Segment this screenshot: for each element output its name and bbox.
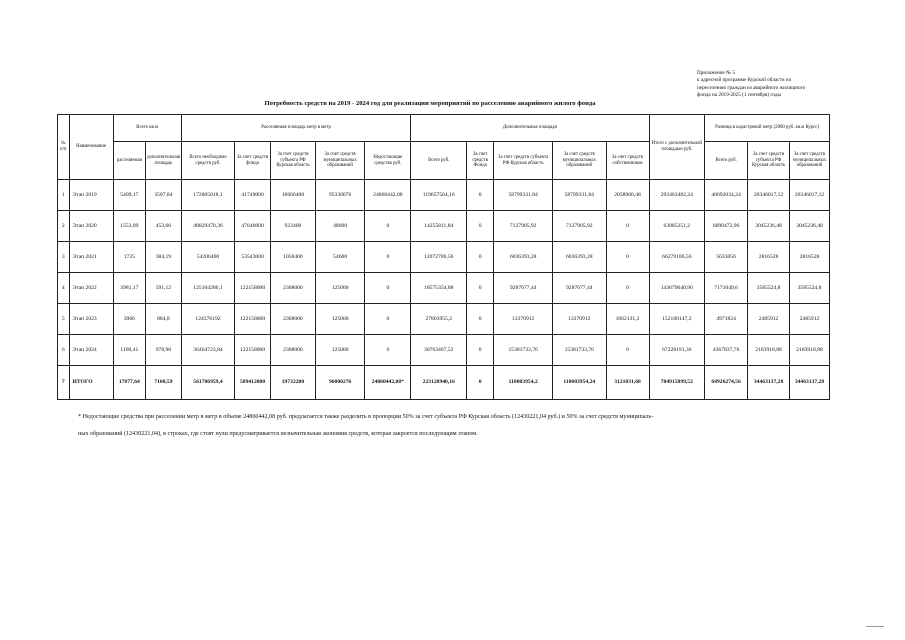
table-row <box>58 335 830 366</box>
table-cell: 6 <box>58 335 70 366</box>
table-cell: 48600 <box>315 211 364 242</box>
table-cell: 0 <box>365 211 411 242</box>
table-cell: 48829470,36 <box>181 211 234 242</box>
table-cell: 110003954,24 <box>553 366 606 400</box>
table-cell: 13370912 <box>494 304 553 335</box>
table-cell: 13370912 <box>553 304 606 335</box>
table-cell: 0 <box>606 335 649 366</box>
table-cell: 96000276 <box>315 366 364 400</box>
table-cell: 34463137,28 <box>790 366 830 400</box>
table-cell: 453,66 <box>146 211 182 242</box>
table-total-row <box>58 366 830 400</box>
table-cell: 125000 <box>315 335 364 366</box>
funding-table <box>57 114 830 400</box>
table-cell: 3045236,48 <box>790 211 830 242</box>
table-cell: Этап 2022 <box>69 273 113 304</box>
col-header: За счет средств субъекта РФ Курская область <box>748 142 790 180</box>
table-cell: 2485912 <box>790 304 830 335</box>
table-cell: 5633056 <box>705 242 748 273</box>
col-header: За счет средств субъекта РФ Курская область <box>494 142 553 180</box>
table-cell: 3045236,48 <box>748 211 790 242</box>
table-cell: 0 <box>365 335 411 366</box>
footnote-line: * Недостающие средства при расселении метр в метр в объеме 24860442,08 руб. предлагается также разделить в пропорции 50% за счет субъекта РФ Курская область (12430221,04 руб.) и 50% за счет средств муниципаль- <box>78 414 654 420</box>
table-cell: Этап 2023 <box>69 304 113 335</box>
table-cell: 1062131,2 <box>606 304 649 335</box>
table-cell: 0 <box>467 366 494 400</box>
col-header: расселяемая <box>113 142 146 180</box>
page-mark <box>866 626 884 627</box>
table-cell: 3585524,8 <box>748 273 790 304</box>
table-cell: 0 <box>365 242 411 273</box>
table-cell: 34463137,28 <box>748 366 790 400</box>
table-cell: 0 <box>606 273 649 304</box>
table-cell: Этап 2024 <box>69 335 113 366</box>
table-cell: 152180147,2 <box>649 304 705 335</box>
table-cell: 7171049,6 <box>705 273 748 304</box>
table-cell: 54206400 <box>181 242 234 273</box>
table-cell: 58799331,84 <box>494 180 553 211</box>
table-cell: 10666400 <box>270 180 315 211</box>
table-cell: 66279186,56 <box>649 242 705 273</box>
table-cell: 40692034,24 <box>705 180 748 211</box>
table-cell: 14255811,84 <box>411 211 467 242</box>
table-cell: 36464723,84 <box>181 335 234 366</box>
annex-line: Приложение № 5 <box>697 70 735 76</box>
table-cell: 3966 <box>113 304 146 335</box>
table-cell: 2368000 <box>270 273 315 304</box>
table-cell: 7100,59 <box>146 366 182 400</box>
table-cell: 0 <box>467 304 494 335</box>
table-cell: 15381733,76 <box>494 335 553 366</box>
col-header: За счет средств муниципальных образований <box>315 142 364 180</box>
table-cell: 3121031,68 <box>606 366 649 400</box>
table-cell: 27803955,2 <box>411 304 467 335</box>
table-row <box>58 242 830 273</box>
col-resettle-group-header: Расселяемая площадь метр в метр <box>181 115 411 142</box>
table-cell: 119657564,16 <box>411 180 467 211</box>
table-cell: 95330076 <box>315 180 364 211</box>
col-header: Всего необходимо средств руб. <box>181 142 234 180</box>
annex-line: фонда на 2019-2025 (1 сентября) годы <box>697 92 781 99</box>
table-cell: 7127905,92 <box>494 211 553 242</box>
table-cell: 3 <box>58 242 70 273</box>
col-total-sqm-header: Всего кв.м <box>113 115 181 142</box>
col-header: Недостающие средства руб. <box>365 142 411 180</box>
table-cell: 58799331,84 <box>553 180 606 211</box>
table-cell: Этап 2020 <box>69 211 113 242</box>
table-cell: 591,12 <box>146 273 182 304</box>
annex-note <box>697 70 877 100</box>
header-row <box>58 142 830 180</box>
table-cell: 110003954,2 <box>494 366 553 400</box>
table-cell: 172805018,1 <box>181 180 234 211</box>
table-cell: 0 <box>467 335 494 366</box>
table-cell: 54600 <box>315 242 364 273</box>
table-cell: 2368000 <box>270 304 315 335</box>
col-header: За счет средств субъекта РФ Курская область <box>270 142 315 180</box>
table-cell: 24860442,08* <box>365 366 411 400</box>
col-num-header: № п/п <box>58 115 70 180</box>
table-cell: 1 <box>58 180 70 211</box>
table-cell: 24860442,08 <box>365 180 411 211</box>
table-cell: 509412000 <box>235 366 271 400</box>
table-cell: 2183918,88 <box>748 335 790 366</box>
annex-line: переселению граждан из аварийного жилищного <box>697 84 806 91</box>
table-cell: 2 <box>58 211 70 242</box>
table-cell: 30763467,52 <box>411 335 467 366</box>
col-additional-group-header: Дополнительные площади <box>411 115 649 142</box>
table-cell: 0 <box>467 180 494 211</box>
col-header: Всего руб. <box>705 142 748 180</box>
table-cell: 2183918,88 <box>790 335 830 366</box>
table-cell: 2816528 <box>748 242 790 273</box>
table-cell: 561786959,4 <box>181 366 234 400</box>
col-header: За счет средств фонда <box>235 142 271 180</box>
table-cell: 3507,84 <box>146 180 182 211</box>
table-cell: 20346017,12 <box>748 180 790 211</box>
table-cell: 68926274,56 <box>705 366 748 400</box>
col-header: За счет средств муниципальных образований <box>553 142 606 180</box>
annex-line: к адресной программе Курской области по <box>697 77 792 84</box>
table-cell: 4971824 <box>705 304 748 335</box>
table-cell: 3981,17 <box>113 273 146 304</box>
table-cell: 384,19 <box>146 242 182 273</box>
table-cell: 7 <box>58 366 70 400</box>
table-cell: 47646000 <box>235 211 271 242</box>
table-cell: 1725 <box>113 242 146 273</box>
col-header: За счет средств муниципальных образований <box>790 142 830 180</box>
table-cell: 3585524,8 <box>790 273 830 304</box>
col-header: За счет средств собственников <box>606 142 649 180</box>
table-cell: 67228191,36 <box>649 335 705 366</box>
col-total-additional-header: Итого с дополнительной площадью руб. <box>649 115 705 180</box>
table-cell: 122158000 <box>235 335 271 366</box>
table-cell: 15381733,76 <box>553 335 606 366</box>
table-cell: 0 <box>606 242 649 273</box>
table-row <box>58 273 830 304</box>
col-header: Всего руб. <box>411 142 467 180</box>
table-cell: 923400 <box>270 211 315 242</box>
table-cell: 0 <box>365 273 411 304</box>
col-header: За счет средств Фонда <box>467 142 494 180</box>
table-cell: 122158000 <box>235 273 271 304</box>
table-cell: 2485912 <box>748 304 790 335</box>
table-cell: 124376192 <box>181 304 234 335</box>
table-cell: 1160,41 <box>113 335 146 366</box>
table-cell: 2816528 <box>790 242 830 273</box>
table-cell: 4 <box>58 273 70 304</box>
table-cell: 18575354,88 <box>411 273 467 304</box>
table-cell: 6036393,28 <box>553 242 606 273</box>
table-cell: 2058900,48 <box>606 180 649 211</box>
header-row <box>58 115 830 142</box>
table-cell: 0 <box>606 211 649 242</box>
table-cell: 125000 <box>315 304 364 335</box>
table-cell: 4367837,76 <box>705 335 748 366</box>
table-row <box>58 304 830 335</box>
table-cell: 6090472,96 <box>705 211 748 242</box>
table-row <box>58 180 830 211</box>
table-cell: 6036393,28 <box>494 242 553 273</box>
table-cell: 125104286,1 <box>181 273 234 304</box>
table-cell: 0 <box>365 304 411 335</box>
table-cell: 125000 <box>315 273 364 304</box>
table-cell: 143679640,96 <box>649 273 705 304</box>
table-cell: 19732200 <box>270 366 315 400</box>
col-name-header: Наименование <box>69 115 113 180</box>
table-cell: 784915899,52 <box>649 366 705 400</box>
table-cell: 292463482,24 <box>649 180 705 211</box>
table-cell: 122158000 <box>235 304 271 335</box>
table-cell: Этап 2021 <box>69 242 113 273</box>
table-cell: 41749000 <box>235 180 271 211</box>
table-row <box>58 211 830 242</box>
table-cell: 0 <box>467 242 494 273</box>
table-cell: 0 <box>467 273 494 304</box>
table-cell: 223128940,16 <box>411 366 467 400</box>
document-title: Потребность средств на 2019 - 2024 год для реализации мероприятий по расселению аварийного жилого фонда <box>264 100 596 107</box>
table-cell: 2368000 <box>270 335 315 366</box>
table-cell: 5 <box>58 304 70 335</box>
table-cell: 20346017,12 <box>790 180 830 211</box>
table-cell: 978,98 <box>146 335 182 366</box>
table-cell: 1058400 <box>270 242 315 273</box>
table-cell: 17877,64 <box>113 366 146 400</box>
table-cell: 1553,89 <box>113 211 146 242</box>
table-cell: 7127905,92 <box>553 211 606 242</box>
table-cell: 5409,17 <box>113 180 146 211</box>
table-cell: 53543000 <box>235 242 271 273</box>
table-cell: 12072786,56 <box>411 242 467 273</box>
table-cell: 9287677,44 <box>494 273 553 304</box>
table-cell: ИТОГО <box>69 366 113 400</box>
table-cell: 884,8 <box>146 304 182 335</box>
col-market-group-header: Разница в кадастровой метр (2000 руб. кв.м Курсс) <box>705 115 830 142</box>
col-header: дополнительная площадь <box>146 142 182 180</box>
table-cell: 9287677,44 <box>553 273 606 304</box>
table-cell: 63085251,2 <box>649 211 705 242</box>
table-cell: 0 <box>467 211 494 242</box>
footnote-line: ных образований (12430221,04), в строках, где стоят нули предусматривается незначительная экономия средств, которая закроется последующим этапом. <box>78 431 478 437</box>
table-cell: Этап 2019 <box>69 180 113 211</box>
